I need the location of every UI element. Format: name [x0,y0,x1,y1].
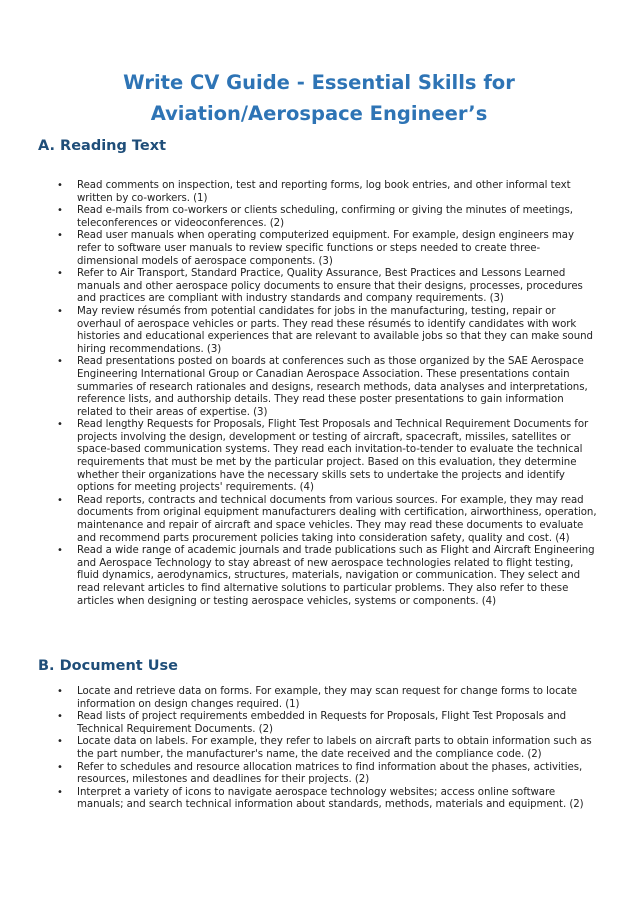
list-item-text: Read comments on inspection, test and reporting forms, log book entries, and other informal text written by co-workers. (1) [77,180,571,204]
list-item-text: Refer to Air Transport, Standard Practice, Quality Assurance, Best Practices and Lessons Learned manuals and other aerospace policy documents to ensure that their designs, processes, procedures and practices are compliant with industry standards and company requirements. (3) [77,268,583,305]
bullet-icon: • [57,686,63,697]
bullet-icon: • [57,230,63,242]
list-item [0,545,638,608]
list-item-text: Read a wide range of academic journals and trade publications such as Flight and Aircraft Engineering and Aerospace Technology to stay abreast of new aerospace technologies related to flight testing, fluid dynamics, aerodynamics, structures, materials, navigation or communication. They select and read relevant articles to find alternative solutions to particular problems. They also refer to these articles when designing or testing aerospace vehicles, systems or components. (4) [77,545,595,607]
list-item-text: Refer to schedules and resource allocation matrices to find information about the phases, activities, resources, milestones and deadlines for their projects. (2) [77,761,583,786]
title-line-2: Aviation/Aerospace Engineer’s [150,102,488,126]
list-item [0,268,638,306]
list-item [0,356,638,419]
list-item-text: Interpret a variety of icons to navigate aerospace technology websites; access online software manuals; and search technical information about standards, methods, materials and equipment. (2) [77,786,584,811]
bullet-icon: • [57,786,63,798]
list-item-text: Read lists of project requirements embedded in Requests for Proposals, Flight Test Proposals and Technical Requirement Documents. (2) [77,711,567,735]
bullet-icon: • [57,711,63,723]
list-item [0,686,638,711]
bullet-icon: • [57,356,63,368]
bullet-icon: • [57,305,63,317]
bullet-icon: • [57,761,63,773]
bullet-icon: • [57,268,63,280]
document-use-list [0,686,638,812]
list-item [0,495,638,545]
page-title [0,67,638,129]
list-item-text: Locate data on labels. For example, they refer to labels on aircraft parts to obtain information such as the part number, the manufacturer's name, the date received and the compliance code. (2) [77,736,592,760]
list-item [0,306,638,356]
list-item-text: Read lengthy Requests for Proposals, Flight Test Proposals and Technical Requirement Documents for projects involving the design, development or testing of aircraft, spacecraft, missiles, satellites or space-based communication systems. They read each invitation-to-tender to evaluate the technical requirements that must be met by the particular project. Based on this evaluation, they determine whether their organizations have the necessary skills sets to undertake the projects and identify options for meeting projects' requirements. (4) [77,419,589,494]
reading-text-list [0,180,638,608]
list-item [0,230,638,268]
section-heading-reading-text: A. Reading Text [38,138,167,154]
bullet-icon: • [57,545,63,557]
list-item [0,762,638,787]
list-item [0,180,638,205]
title-line-1: Write CV Guide - Essential Skills for [123,71,515,95]
bullet-icon: • [57,205,63,217]
list-item [0,205,638,230]
bullet-icon: • [57,180,63,191]
list-item [0,787,638,812]
bullet-icon: • [57,419,63,431]
list-item-text: Read user manuals when operating computerized equipment. For example, design engineers may refer to software user manuals to review specific functions or steps needed to create three-dimensional models of aerospace components. (3) [77,230,574,267]
list-item [0,711,638,736]
bullet-icon: • [57,494,63,506]
section-heading-document-use: B. Document Use [38,658,179,674]
list-item [0,419,638,495]
bullet-icon: • [57,736,63,748]
list-item-text: Read presentations posted on boards at conferences such as those organized by the SAE Aerospace Engineering International Group or Canadian Aerospace Association. These presentations contain summaries of research rationales and designs, research methods, data analyses and interpretations, reference lists, and authorship details. They read these poster presentations to gain information related to their areas of expertise. (3) [77,356,588,418]
list-item-text: Read e-mails from co-workers or clients scheduling, confirming or giving the minutes of meetings, teleconferences or videoconferences. (2) [77,205,573,229]
list-item-text: May review résumés from potential candidates for jobs in the manufacturing, testing, repair or overhaul of aerospace vehicles or parts. They read these résumés to identify candidates with work histories and educational experiences that are relevant to available jobs so that they can make sound hiring recommendations. (3) [77,305,593,355]
list-item-text: Locate and retrieve data on forms. For example, they may scan request for change forms to locate information on design changes required. (1) [77,686,577,710]
list-item-text: Read reports, contracts and technical documents from various sources. For example, they may read documents from original equipment manufacturers dealing with certification, airworthiness, operation, maintenance and repair of aircraft and space vehicles. They may read these documents to evaluate and recommend parts procurement policies taking into consideration safety, quality and cost. (4) [77,494,597,544]
list-item [0,736,638,761]
